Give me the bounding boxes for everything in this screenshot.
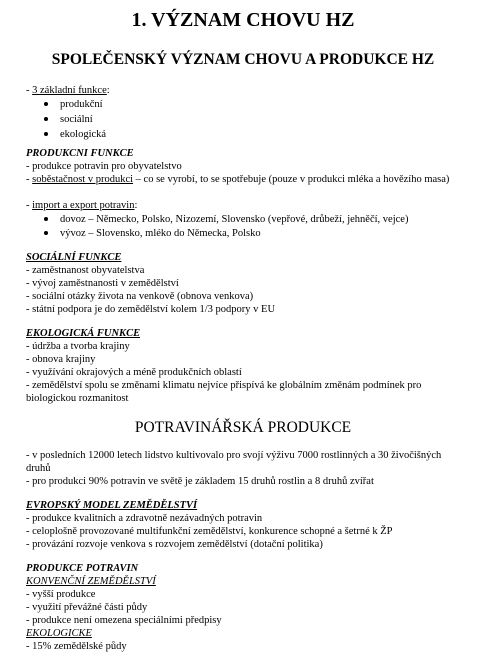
- list-item-text: produkční: [60, 99, 103, 110]
- self-sufficiency-label: soběstačnost v produkci: [32, 174, 134, 185]
- list-item: [44, 128, 106, 141]
- food-production-line: - v posledních 12000 letech lidstvo kultivovalo pro svojí výživu 7000 rostlinných a 30 živočišných druhů: [26, 450, 442, 474]
- self-sufficiency-line: [26, 173, 466, 186]
- section-heading-social-significance: SPOLEČENSKÝ VÝZNAM CHOVU A PRODUKCE HZ: [51, 51, 435, 68]
- basic-functions-label: 3 základní funkce: [32, 85, 107, 96]
- social-line: - státní podpora je do zemědělství kolem 1/3 podpory v EU: [26, 304, 276, 315]
- social-line: - vývoj zaměstnanosti v zemědělství: [26, 278, 179, 289]
- ecological-line: - údržba a tvorba krajiny: [26, 341, 130, 352]
- colon: :: [134, 200, 138, 211]
- european-model-line: - produkce kvalitních a zdravotně nezávadných potravin: [26, 513, 263, 524]
- list-item: [44, 213, 408, 226]
- ecological-farming-line: - 15% zemědělské půdy: [26, 641, 127, 652]
- bullet-icon: [44, 132, 48, 136]
- conventional-line: - využití převážné části půdy: [26, 602, 148, 613]
- colon: :: [106, 85, 110, 96]
- dash: -: [26, 174, 33, 185]
- ecological-line: - využívání okrajových a méně produkčních oblastí: [26, 367, 242, 378]
- production-line: - produkce potravin pro obyvatelstvo: [26, 161, 182, 172]
- production-function-heading: PRODUKCNI FUNKCE: [26, 148, 134, 159]
- bullet-icon: [44, 217, 48, 221]
- food-production-heading: PRODUKCE POTRAVIN: [26, 563, 139, 574]
- european-model-line: - provázání rozvoje venkova s rozvojem zemědělství (dotační politika): [26, 539, 323, 550]
- import-export-line: [26, 199, 137, 212]
- dash: -: [26, 200, 33, 211]
- import-export-label: import a export potravin: [32, 200, 135, 211]
- bullet-icon: [44, 102, 48, 106]
- list-item: [44, 227, 261, 240]
- social-line: - zaměstnanost obyvatelstva: [26, 265, 145, 276]
- bullet-icon: [44, 117, 48, 121]
- basic-functions-line: [26, 84, 110, 97]
- social-function-heading: SOCIÁLNÍ FUNKCE: [26, 252, 122, 263]
- list-item-text: vývoz – Slovensko, mléko do Německa, Polsko: [60, 228, 261, 239]
- list-item-text: sociální: [60, 114, 93, 125]
- social-line: - sociální otázky života na venkově (obnova venkova): [26, 291, 254, 302]
- list-item: [44, 98, 103, 111]
- ecological-line: - obnova krajiny: [26, 354, 96, 365]
- ecological-climate-line: - zemědělství spolu se změnami klimatu nejvíce přispívá ke globálním změnám podmínek pro biologickou rozmanitost: [26, 380, 422, 404]
- food-production-line: - pro produkci 90% potravin ve světě je základem 15 druhů rostlin a 8 druhů zvířat: [26, 476, 374, 487]
- dash: -: [26, 85, 33, 96]
- conventional-heading: KONVENČNÍ ZEMĚDĚLSTVÍ: [26, 576, 156, 587]
- ecological-function-heading: EKOLOGICKÁ FUNKCE: [26, 328, 141, 339]
- conventional-line: - produkce není omezena speciálními předpisy: [26, 615, 222, 626]
- list-item-text: ekologická: [60, 129, 107, 140]
- page-title: 1. VÝZNAM CHOVU HZ: [131, 9, 355, 31]
- european-model-heading: EVROPSKÝ MODEL ZEMĚDĚLSTVÍ: [26, 500, 198, 511]
- bullet-icon: [44, 231, 48, 235]
- section-heading-food-production: POTRAVINÁŘSKÁ PRODUKCE: [134, 419, 352, 436]
- european-model-line: - celoplošně provozované multifunkční zemědělství, konkurence schopné a šetrné k ŽP: [26, 526, 393, 537]
- conventional-line: - vyšší produkce: [26, 589, 96, 600]
- ecological-heading: EKOLOGICKE: [26, 628, 92, 639]
- self-sufficiency-text: – co se vyrobí, to se spotřebuje (pouze v produkci mléka a hovězího masa): [133, 174, 450, 185]
- list-item-text: dovoz – Německo, Polsko, Nizozemí, Slovensko (vepřové, drůbeží, jehněčí, vejce): [60, 214, 409, 225]
- list-item: [44, 113, 93, 126]
